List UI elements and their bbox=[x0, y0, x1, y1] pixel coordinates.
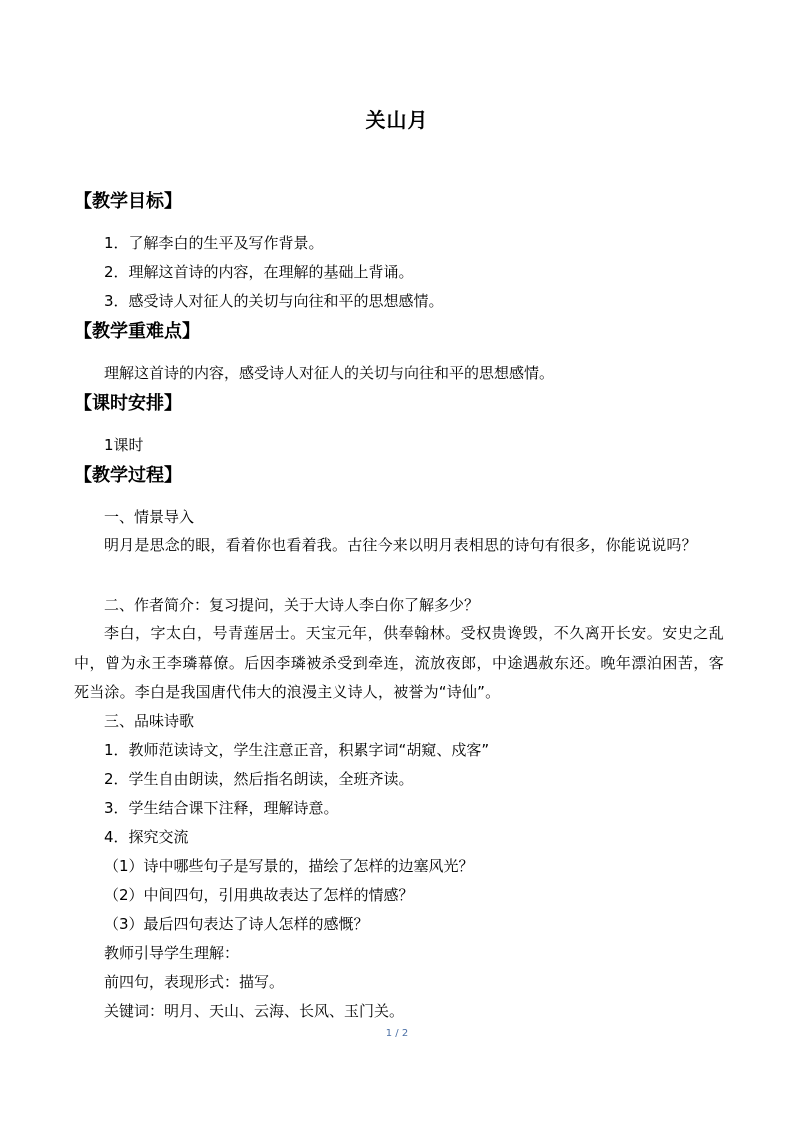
step1-title: 一、情景导入 bbox=[104, 508, 195, 526]
schedule-text: 1课时 bbox=[104, 436, 144, 454]
schedule-heading: 【课时安排】 bbox=[74, 393, 182, 414]
step1-text: 明月是思念的眼，看着你也看着我。古往今来以明月表相思的诗句有很多，你能说说吗？ bbox=[104, 536, 697, 554]
question-item: （3）最后四句表达了诗人怎样的感慨？ bbox=[104, 915, 369, 933]
objective-item: 3．感受诗人对征人的关切与向往和平的思想感情。 bbox=[104, 292, 444, 310]
step2-text: 李白，字太白，号青莲居士。天宝元年，供奉翰林。受权贵谗毁，不久离开长安。安史之乱中，曾为永王李璘幕僚。后因李璘被杀受到牵连，流放夜郎，中途遇赦东还。晚年漂泊困苦，客死当涂。李白是我国唐代伟大的浪漫主义诗人，被誉为“诗仙”。 bbox=[74, 624, 724, 701]
key-points-text: 理解这首诗的内容，感受诗人对征人的关切与向往和平的思想感情。 bbox=[104, 364, 555, 382]
objectives-heading: 【教学目标】 bbox=[74, 191, 182, 212]
first-four-text: 前四句，表现形式：描写。 bbox=[104, 973, 285, 991]
step3-item: 4．探究交流 bbox=[104, 828, 189, 846]
guide-text: 教师引导学生理解： bbox=[104, 944, 240, 962]
question-item: （1）诗中哪些句子是写景的，描绘了怎样的边塞风光？ bbox=[104, 857, 474, 875]
step3-item: 3．学生结合课下注释，理解诗意。 bbox=[104, 799, 339, 817]
step3-item: 1．教师范读诗文，学生注意正音，积累字词“胡窥、戍客” bbox=[104, 741, 490, 759]
objective-item: 1．了解李白的生平及写作背景。 bbox=[104, 234, 324, 252]
step3-item: 2．学生自由朗读，然后指名朗读，全班齐读。 bbox=[104, 770, 414, 788]
process-heading: 【教学过程】 bbox=[74, 465, 182, 486]
objective-item: 2．理解这首诗的内容，在理解的基础上背诵。 bbox=[104, 263, 414, 281]
page-number: 1 / 2 bbox=[385, 1028, 409, 1039]
step2-title: 二、作者简介：复习提问，关于大诗人李白你了解多少？ bbox=[104, 596, 480, 614]
step3-title: 三、品味诗歌 bbox=[104, 712, 195, 730]
document-title: 关山月 bbox=[365, 108, 429, 132]
keywords-text: 关键词：明月、天山、云海、长风、玉门关。 bbox=[104, 1002, 405, 1020]
key-points-heading: 【教学重难点】 bbox=[74, 321, 200, 342]
question-item: （2）中间四句，引用典故表达了怎样的情感？ bbox=[104, 886, 414, 904]
